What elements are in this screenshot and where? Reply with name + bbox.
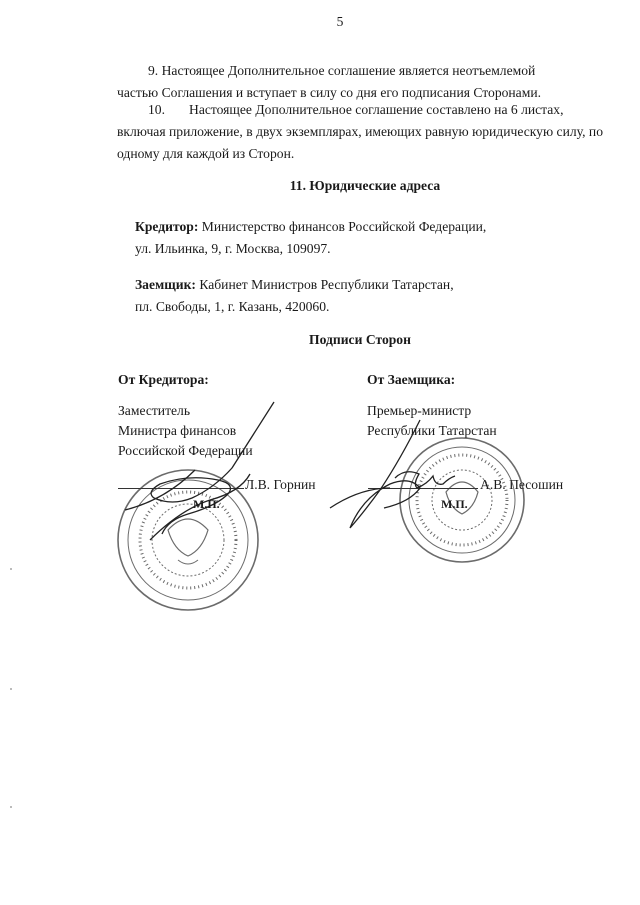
clause-number: 9. [148, 63, 159, 78]
role-line: Министра финансов [118, 423, 237, 438]
signatures-title: Подписи Сторон [309, 332, 411, 347]
borrower-seal-label: М.П. [441, 497, 468, 511]
margin-mark [10, 568, 12, 570]
clause-text-rest: включая приложение, в двух экземплярах, имеющих равную юридическую силу, по одному для каждой из Сторон. [117, 124, 603, 161]
borrower-signer: А.В. Песошин [480, 477, 564, 492]
clause-text-rest: частью Соглашения и вступает в силу со дня его подписания Сторонами. [117, 85, 541, 100]
role-line: Республики Татарстан [367, 423, 497, 438]
page-number: 5 [336, 14, 344, 29]
role-line: Премьер-министр [367, 403, 472, 418]
creditor-seal-label: М.П. [193, 497, 220, 511]
creditor-signer: Л.В. Горнин [245, 477, 316, 492]
clause-number: 10. [148, 102, 165, 117]
clause-text-first: Настоящее Дополнительное соглашение составлено на 6 листах, [189, 102, 564, 117]
role-line: Заместитель [118, 403, 191, 418]
creditor-label: Кредитор: [135, 219, 199, 234]
borrower-label: Заемщик: [135, 277, 196, 292]
borrower-heading: От Заемщика: [367, 372, 456, 387]
creditor-heading: От Кредитора: [118, 372, 209, 387]
role-line: Российской Федерации [118, 443, 253, 458]
borrower-name: Кабинет Министров Республики Татарстан, [199, 277, 454, 292]
margin-mark [10, 806, 12, 808]
borrower-street: пл. Свободы, 1, г. Казань, 420060. [135, 299, 330, 314]
borrower-signature [330, 420, 455, 528]
creditor-name: Министерство финансов Российской Федерации, [201, 219, 487, 234]
creditor-stamp [118, 470, 258, 610]
margin-mark [10, 688, 12, 690]
section-title: 11. Юридические адреса [289, 178, 441, 193]
creditor-street: ул. Ильинка, 9, г. Москва, 109097. [135, 241, 331, 256]
clause-text-first: Настоящее Дополнительное соглашение является неотъемлемой [161, 63, 536, 78]
